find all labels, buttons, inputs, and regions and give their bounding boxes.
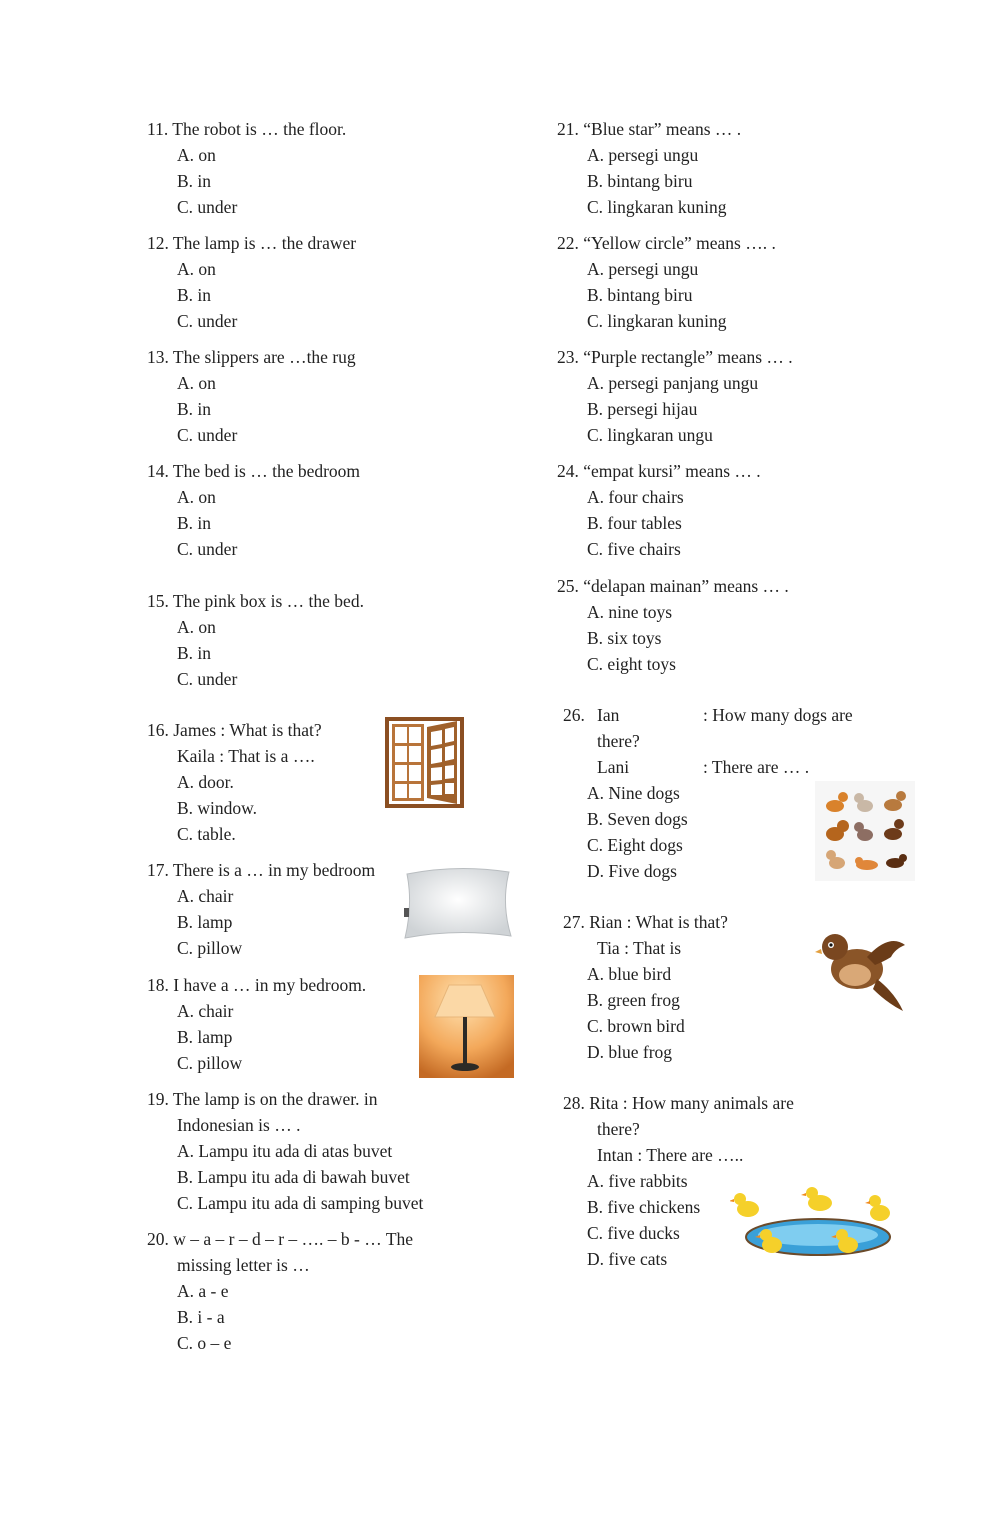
question-14-stem: 14. The bed is … the bedroom [147, 461, 361, 481]
question-21-stem: 21. “Blue star” means … . [557, 119, 742, 139]
question-27-option-a[interactable]: A. blue bird [587, 964, 672, 984]
question-18-stem: 18. I have a … in my bedroom. [147, 975, 367, 995]
question-24-stem: 24. “empat kursi” means … . [557, 461, 761, 481]
question-20-option-a[interactable]: A. a - e [177, 1281, 229, 1301]
question-23-stem: 23. “Purple rectangle” means … . [557, 347, 793, 367]
question-16-line2: Kaila : That is a …. [177, 746, 315, 766]
question-11-option-a[interactable]: A. on [177, 145, 216, 165]
question-15-option-b[interactable]: B. in [177, 643, 212, 663]
question-13-stem: 13. The slippers are …the rug [147, 347, 356, 367]
question-26-number: 26. [563, 705, 585, 725]
question-28-option-c[interactable]: C. five ducks [587, 1223, 680, 1243]
question-12-option-a[interactable]: A. on [177, 259, 216, 279]
question-18-option-a[interactable]: A. chair [177, 1001, 234, 1021]
question-26-option-d[interactable]: D. Five dogs [587, 861, 677, 881]
question-28-option-a[interactable]: A. five rabbits [587, 1171, 688, 1191]
question-26-option-c[interactable]: C. Eight dogs [587, 835, 683, 855]
question-22-option-a[interactable]: A. persegi ungu [587, 259, 699, 279]
question-27-option-c[interactable]: C. brown bird [587, 1016, 685, 1036]
question-16-stem: 16. James : What is that? [147, 720, 322, 740]
question-14-option-c[interactable]: C. under [177, 539, 238, 559]
question-14-option-b[interactable]: B. in [177, 513, 212, 533]
brown-bird-image [815, 927, 907, 1013]
question-20-option-c[interactable]: C. o – e [177, 1333, 232, 1353]
question-15-stem: 15. The pink box is … the bed. [147, 591, 364, 611]
question-12-stem: 12. The lamp is … the drawer [147, 233, 357, 253]
question-19-option-a[interactable]: A. Lampu itu ada di atas buvet [177, 1141, 393, 1161]
question-13-option-b[interactable]: B. in [177, 399, 212, 419]
question-15-option-a[interactable]: A. on [177, 617, 216, 637]
question-24-option-b[interactable]: B. four tables [587, 513, 682, 533]
question-28-option-b[interactable]: B. five chickens [587, 1197, 701, 1217]
question-23-option-c[interactable]: C. lingkaran ungu [587, 425, 713, 445]
question-20-option-b[interactable]: B. i - a [177, 1307, 225, 1327]
lamp-image [419, 975, 514, 1078]
question-22-option-c[interactable]: C. lingkaran kuning [587, 311, 727, 331]
question-11-stem: 11. The robot is … the floor. [147, 119, 347, 139]
question-23-option-b[interactable]: B. persegi hijau [587, 399, 698, 419]
question-26-speaker-2: Lani [597, 757, 630, 777]
question-16-option-b[interactable]: B. window. [177, 798, 258, 818]
question-28-option-d[interactable]: D. five cats [587, 1249, 668, 1269]
question-19-option-c[interactable]: C. Lampu itu ada di samping buvet [177, 1193, 424, 1213]
question-18-option-c[interactable]: C. pillow [177, 1053, 243, 1073]
question-24-option-c[interactable]: C. five chairs [587, 539, 681, 559]
window-image [385, 717, 464, 808]
question-23-option-a[interactable]: A. persegi panjang ungu [587, 373, 759, 393]
question-26-speech-2: : There are … . [703, 757, 810, 777]
question-27-line2: Tia : That is [597, 938, 682, 958]
question-22-stem: 22. “Yellow circle” means …. . [557, 233, 776, 253]
question-11-option-b[interactable]: B. in [177, 171, 212, 191]
question-26-speech-1: : How many dogs are [703, 705, 853, 725]
question-16-option-c[interactable]: C. table. [177, 824, 236, 844]
question-14-option-a[interactable]: A. on [177, 487, 216, 507]
question-27-stem: 27. Rian : What is that? [563, 912, 728, 932]
question-18-option-b[interactable]: B. lamp [177, 1027, 233, 1047]
question-19-line2: Indonesian is … . [177, 1115, 301, 1135]
question-17-option-a[interactable]: A. chair [177, 886, 234, 906]
question-20-stem: 20. w – a – r – d – r – …. – b - … The [147, 1229, 414, 1249]
question-21-option-a[interactable]: A. persegi ungu [587, 145, 699, 165]
question-19-stem: 19. The lamp is on the drawer. in [147, 1089, 378, 1109]
question-28-stem: 28. Rita : How many animals are [563, 1093, 794, 1113]
question-28-line2: there? [597, 1119, 640, 1139]
question-17-option-b[interactable]: B. lamp [177, 912, 233, 932]
question-17-stem: 17. There is a … in my bedroom [147, 860, 376, 880]
question-17-option-c[interactable]: C. pillow [177, 938, 243, 958]
question-11-option-c[interactable]: C. under [177, 197, 238, 217]
dogs-image [815, 781, 915, 881]
question-26-speaker-1: Ian [597, 705, 620, 725]
question-25-option-b[interactable]: B. six toys [587, 628, 662, 648]
question-13-option-c[interactable]: C. under [177, 425, 238, 445]
question-27-option-b[interactable]: B. green frog [587, 990, 680, 1010]
question-12-option-c[interactable]: C. under [177, 311, 238, 331]
question-21-option-c[interactable]: C. lingkaran kuning [587, 197, 727, 217]
question-25-option-a[interactable]: A. nine toys [587, 602, 673, 622]
ducks-pond-image [730, 1185, 895, 1265]
question-26-line2: there? [597, 731, 640, 751]
question-22-option-b[interactable]: B. bintang biru [587, 285, 693, 305]
question-15-option-c[interactable]: C. under [177, 669, 238, 689]
question-25-option-c[interactable]: C. eight toys [587, 654, 676, 674]
question-26-option-a[interactable]: A. Nine dogs [587, 783, 680, 803]
question-24-option-a[interactable]: A. four chairs [587, 487, 684, 507]
question-19-option-b[interactable]: B. Lampu itu ada di bawah buvet [177, 1167, 410, 1187]
question-28-line3: Intan : There are ….. [597, 1145, 744, 1165]
question-27-option-d[interactable]: D. blue frog [587, 1042, 673, 1062]
pillow-image [401, 866, 514, 940]
question-20-line2: missing letter is … [177, 1255, 310, 1275]
question-25-stem: 25. “delapan mainan” means … . [557, 576, 789, 596]
question-26-option-b[interactable]: B. Seven dogs [587, 809, 688, 829]
question-21-option-b[interactable]: B. bintang biru [587, 171, 693, 191]
question-13-option-a[interactable]: A. on [177, 373, 216, 393]
question-12-option-b[interactable]: B. in [177, 285, 212, 305]
question-16-option-a[interactable]: A. door. [177, 772, 234, 792]
